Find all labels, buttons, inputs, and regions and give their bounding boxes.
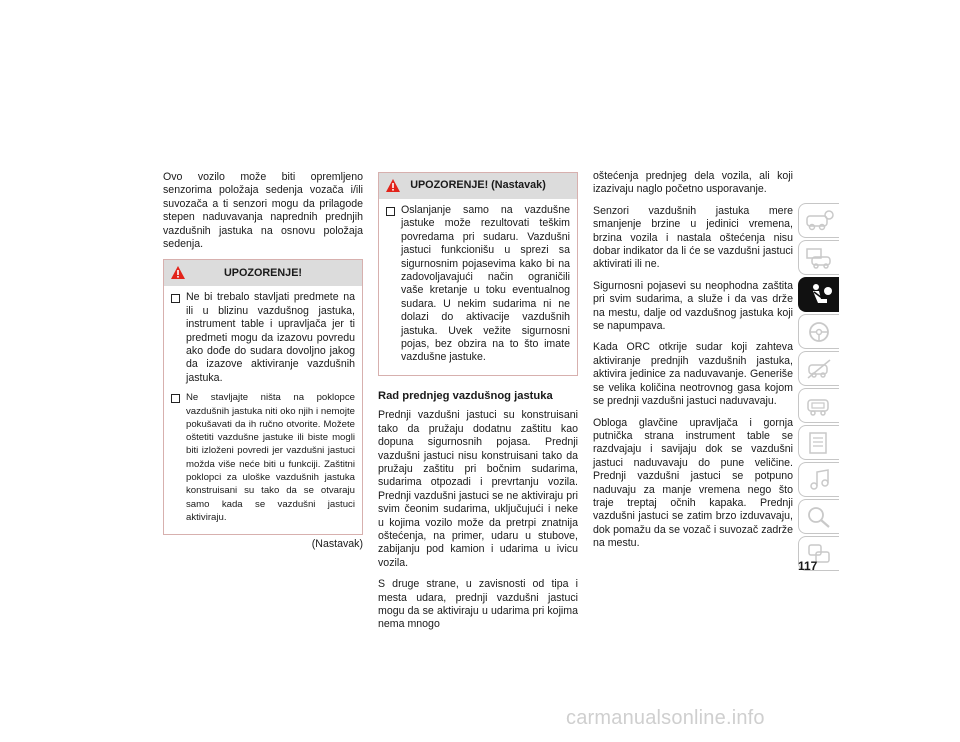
continued-label: (Nastavak)	[311, 538, 363, 551]
magnifier-icon	[804, 504, 834, 530]
paragraph: Obloga glavčine upravljača i gornja putnička strana instrument table se razdvajaju i savijaju dok se vazdušni jastuci naduvavaju do pune veličine. Prednji vazdušni jastuci se potpuno naduvaju za manje vremena nego što traje treptaj očnih kapaka. Prednji vazdušni jastuci se zatim brzo izduvavaju, dok pomažu da se vozač i suvozač zadrže na mestu.	[593, 416, 793, 550]
right-column	[593, 170, 793, 559]
seat-airbag-icon	[804, 282, 834, 308]
warning-title: UPOZORENJE! (Nastavak)	[410, 179, 546, 192]
watermark: carmanualsonline.info	[566, 707, 765, 729]
middle-column	[378, 172, 578, 640]
paragraph: Prednji vazdušni jastuci su konstruisani tako da pružaju dodatnu zaštitu kao dopuna sigurnosnih pojasa. Prednji vazdušni jastuci nisu konstruisani tako da pružaju zaštitu pri bočnim sudarima, sudarima otpozadi i prevrtanju vozila. Prednji vazdušni jastuci se ne aktiviraju pri svim čeonim sudarima, uključujući i neke u kojima vozilo može da pretrpi znatnija oštećenja, na primer, udaru u stubove, zabijanju pod kamion i udarima u ivicu vozila.	[378, 409, 578, 569]
steering-wheel-icon	[804, 319, 834, 345]
car-message-icon	[804, 245, 834, 271]
tab-music[interactable]	[798, 462, 839, 497]
intro-paragraph: Ovo vozilo može biti opremljeno senzorima položaja sedenja vozača i/ili suvozača a ti senzori mogu da prilagode stepen naduvavanja naprednih prednjih vazdušnih jastuka na osnovu položaja sedenja.	[163, 171, 363, 251]
warning-bullet	[386, 204, 570, 365]
paragraph: Senzori vazdušnih jastuka mere smanjenje brzine u jedinici vremena, brzina vozila i nastala oštećenja nisu dobar indikator da li će se vazdušni jastuci aktivirati ili ne.	[593, 204, 793, 271]
paragraph: oštećenja prednjeg dela vozila, ali koji izazivaju naglo početno usporavanje.	[593, 170, 793, 196]
tab-car-message[interactable]	[798, 240, 839, 275]
car-service-icon	[804, 393, 834, 419]
paragraph: Kada ORC otkrije sudar koji zahteva aktiviranje prednjih vazdušnih jastuka, aktivira jedinice za naduvavanje. Generiše se velika količina neotrovnog gasa kojom se prednji vazdušni jastuci naduvavaju.	[593, 341, 793, 408]
warning-title: UPOZORENJE!	[224, 266, 302, 279]
warning-header	[379, 173, 577, 199]
tab-checklist[interactable]	[798, 425, 839, 460]
tab-car-service[interactable]	[798, 388, 839, 423]
checklist-icon	[804, 430, 834, 456]
car-info-icon	[804, 208, 834, 234]
warning-box	[378, 172, 578, 376]
warning-bullet-text: Ne bi trebalo stavljati predmete na ili u blizinu vazdušnog jastuka, instrument table i upravljača jer ti predmeti mogu da izazovu povredu ako dođe do sudara dovoljno jakog da izazove aktiviranje vazdušnih jastuka.	[186, 291, 355, 384]
square-bullet-icon	[386, 207, 395, 216]
square-bullet-icon	[171, 294, 180, 303]
tab-search[interactable]	[798, 499, 839, 534]
warning-bullet	[171, 391, 355, 524]
music-note-icon	[804, 467, 834, 493]
square-bullet-icon	[171, 394, 180, 403]
warning-header	[164, 260, 362, 286]
page-number: 117	[798, 559, 818, 573]
car-crash-icon	[804, 356, 834, 382]
paragraph: Sigurnosni pojasevi su neophodna zaštita pri svim sudarima, a služe i da vas drže na mestu, dalje od vazdušnog jastuka koji se napumpava.	[593, 279, 793, 333]
warning-box	[163, 259, 363, 535]
warning-bullet-text: Ne stavljajte ništa na poklopce vazdušnih jastuka niti oko njih i nemojte pokušavati da ih ručno otvorite. Možete oštetiti vazdušne jastuke ili biste mogli biti izloženi povredi jer vazdušni jastuci možda više neće biti u funkciji. Zaštitni poklopci za uloške vazdušnih jastuka konstruisani su tako da se otvaraju samo kada se vazdušni jastuci aktiviraju.	[186, 392, 355, 523]
paragraph: S druge strane, u zavisnosti od tipa i mesta udara, prednji vazdušni jastuci mogu da se aktiviraju u udarima pri kojima nema mnogo	[378, 578, 578, 631]
tab-seat-airbag[interactable]	[798, 277, 839, 312]
warning-bullet-text: Oslanjanje samo na vazdušne jastuke može rezultovati teškim povredama pri sudaru. Vazdušni jastuci funkcionišu u sprezi sa sigurnosnim pojasevima kako bi na zadovoljavajući način ograničili vaše kretanje u toku eventualnog sudara. U nekim sudarima ni ne dolazi do aktivacije vazdušnih jastuka. Uvek vežite sigurnosni pojas, bez obzira na to što imate vazdušne jastuke.	[401, 204, 570, 364]
chapter-tabs	[798, 203, 840, 573]
warning-triangle-icon	[170, 265, 186, 280]
section-heading: Rad prednjeg vazdušnog jastuka	[378, 389, 553, 402]
left-column	[163, 171, 363, 552]
tab-car-info[interactable]	[798, 203, 839, 238]
warning-bullet	[171, 291, 355, 385]
tab-steering-wheel[interactable]	[798, 314, 839, 349]
tab-car-crash[interactable]	[798, 351, 839, 386]
warning-triangle-icon	[385, 178, 401, 193]
